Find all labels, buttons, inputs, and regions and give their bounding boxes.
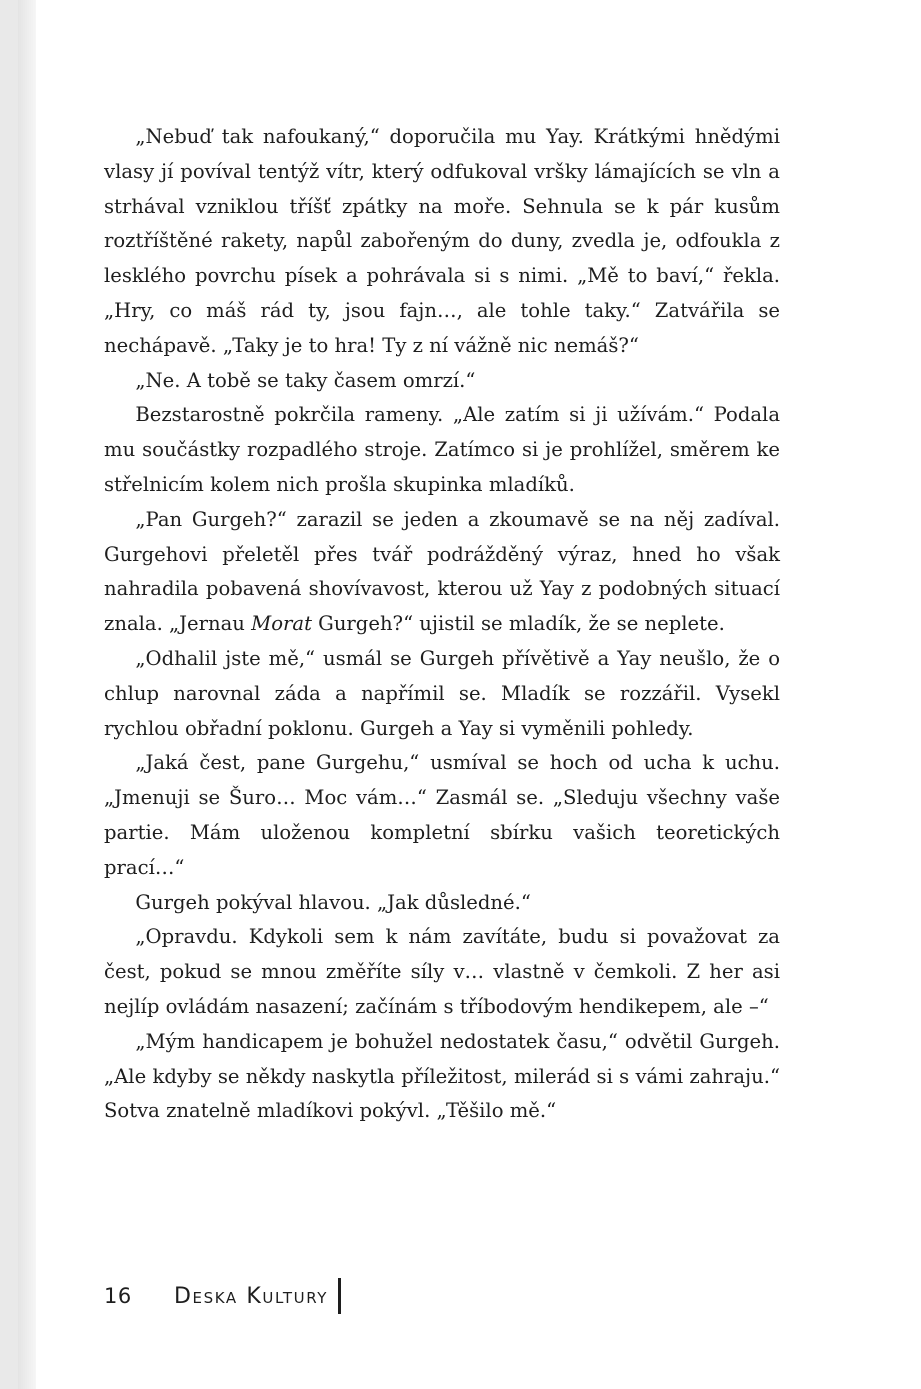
page-number: 16: [104, 1284, 132, 1308]
paragraph: „Nebuď tak nafoukaný,“ doporučila mu Yay. Krátkými hnědými vlasy jí povíval tentýž vítr, který odfukoval vršky lámajících se vln a strhával vzniklou tříšť zpátky na moře. Sehnula se k pár kusům roztříštěné rakety, napůl zabořeným do duny, zvedla je, odfoukla z lesklého povrchu písek a pohrávala si s nimi. „Mě to baví,“ řekla. „Hry, co máš rád ty, jsou fajn…, ale tohle taky.“ Zatvářila se nechápavě. „Taky je to hra! Ty z ní vážně nic nemáš?“: [104, 125, 780, 357]
paragraph: „Mým handicapem je bohužel nedostatek času,“ odvětil Gurgeh. „Ale kdyby se někdy naskytla příležitost, milerád si s vámi zahraju.“ Sotva znatelně mladíkovi pokývl. „Těšilo mě.“: [104, 1029, 780, 1123]
italic-name: Morat: [251, 612, 312, 636]
running-title: Deska Kultury: [174, 1283, 329, 1309]
body-text: [104, 120, 780, 1129]
paragraph: „Odhalil jste mě,“ usmál se Gurgeh přívětivě a Yay neušlo, že o chlup narovnal záda a napřímil se. Mladík se rozzářil. Vysekl rychlou obřadní poklonu. Gurgeh a Yay si vyměnili pohledy.: [104, 646, 780, 740]
page-footer: [104, 1278, 341, 1314]
paragraph: „Ne. A tobě se taky časem omrzí.“: [135, 368, 476, 392]
paragraph: [104, 503, 780, 642]
footer-rule: [338, 1278, 341, 1314]
paragraph: „Jaká čest, pane Gurgehu,“ usmíval se hoch od ucha k uchu. „Jmenuji se Šuro… Moc vám…“ Zasmál se. „Sleduju všechny vaše partie. Mám uloženou kompletní sbírku vašich teoretických prací…“: [104, 751, 780, 879]
paragraph: Bezstarostně pokrčila rameny. „Ale zatím si ji užívám.“ Podala mu součástky rozpadlého stroje. Zatímco si je prohlížel, směrem ke střelnicím kolem nich prošla skupinka mladíků.: [104, 403, 780, 496]
paragraph-text: „Pan Gurgeh?“ zarazil se jeden a zkoumavě se na něj zadíval. Gurgehovi přeletěl přes tvář podrážděný výraz, hned ho však nahradila pobavená shovívavost, kterou už Yay z podobných situací znala. „Jernau: [104, 507, 780, 636]
paragraph: Gurgeh pokýval hlavou. „Jak důsledné.“: [135, 890, 531, 914]
book-page: [18, 0, 921, 1389]
paragraph: „Opravdu. Kdykoli sem k nám zavítáte, budu si považovat za čest, pokud se mnou změříte síly v… vlastně v čemkoli. Z her asi nejlíp ovládám nasazení; začínám s tříbodovým hendikepem, ale –“: [104, 925, 780, 1018]
page-edge-shadow: [18, 0, 36, 1389]
paragraph-text: Gurgeh?“ ujistil se mladík, že se neplete.: [311, 612, 725, 636]
